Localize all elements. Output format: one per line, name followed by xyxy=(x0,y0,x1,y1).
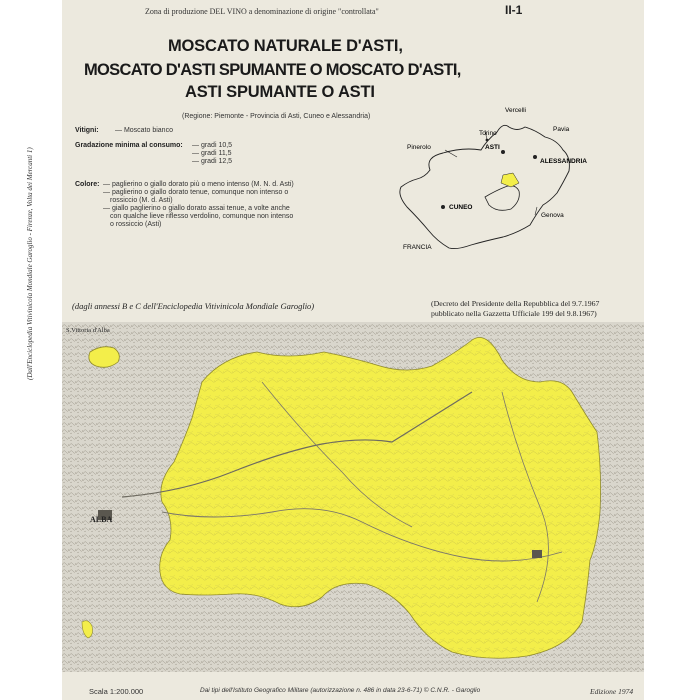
gradazione-label: Gradazione minima al consumo: xyxy=(75,142,183,149)
locator-label-francia: FRANCIA xyxy=(403,244,432,251)
asti-city-marker xyxy=(501,150,505,154)
colore-line-2: — paglierino o giallo dorato tenue, comunque non intenso o xyxy=(103,189,289,196)
town-block xyxy=(532,550,542,558)
place-label-santa-vittoria: S.Vittoria d'Alba xyxy=(66,327,110,334)
locator-map xyxy=(385,95,600,270)
scale-label: Scala 1:200.000 xyxy=(89,687,144,696)
region-subtitle: (Regione: Piemonte - Provincia di Asti, Cuneo e Alessandria) xyxy=(182,113,371,120)
top-note: Zona di produzione DEL VINO a denominazione di origine "controllata" xyxy=(145,7,379,16)
colore-line-5: con qualche lieve riflesso verdolino, comunque non intenso xyxy=(110,213,294,220)
colore-line-4: — giallo paglierino o giallo dorato assai tenue, a volte anche xyxy=(103,205,290,212)
locator-label-torino: Torino xyxy=(479,130,497,137)
vertical-note: (Dall'Enciclopedia Vitivinicola Mondiale Garoglio - Firenze, Volta dei Mercanti 1) xyxy=(26,147,34,380)
torino-city-marker xyxy=(486,139,489,142)
colore-line-1: — paglierino o giallo dorato più o meno intenso (M. N. d. Asti) xyxy=(103,181,294,188)
vitigni-label: Vitigni: xyxy=(75,127,99,134)
production-zone-locator xyxy=(501,173,519,187)
locator-label-asti: ASTI xyxy=(485,144,500,151)
title-line-2: MOSCATO D'ASTI SPUMANTE O MOSCATO D'ASTI, xyxy=(84,61,461,79)
vitigni-value: — Moscato bianco xyxy=(115,127,173,134)
colore-line-3: rossiccio (M. d. Asti) xyxy=(110,197,173,204)
locator-label-pinerolo: Pinerolo xyxy=(407,144,431,151)
gradazione-value-1: — gradi 10,5 xyxy=(192,142,233,149)
cuneo-city-marker xyxy=(441,205,445,209)
locator-label-cuneo: CUNEO xyxy=(449,204,473,211)
place-label-alba: ALBA xyxy=(90,515,113,524)
locator-label-genova: Genova xyxy=(541,212,564,219)
decree-line-1: (Decreto del Presidente della Repubblica del 9.7.1967 xyxy=(431,299,600,308)
decree-line-2: pubblicato nella Gazzetta Ufficiale 199 del 9.8.1967) xyxy=(431,309,597,318)
edition-label: Edizione 1974 xyxy=(590,687,634,696)
colore-label: Colore: xyxy=(75,181,100,188)
title-line-1: MOSCATO NATURALE D'ASTI, xyxy=(168,37,403,55)
title-line-3: ASTI SPUMANTE O ASTI xyxy=(185,83,375,101)
gradazione-value-3: — gradi 12,5 xyxy=(192,158,233,165)
source-note: Dai tipi dell'Istituto Geografico Militare (autorizzazione n. 486 in data 23-6-71) © C.N.R. - Garoglio xyxy=(200,687,481,694)
source-caption: (dagli annessi B e C dell'Enciclopedia Vitivinicola Mondiale Garoglio) xyxy=(72,301,315,311)
topographic-map xyxy=(62,322,644,672)
locator-label-pavia: Pavia xyxy=(553,126,570,133)
production-zone-enclave xyxy=(89,347,119,368)
locator-label-alessandria: ALESSANDRIA xyxy=(540,158,587,165)
gradazione-value-2: — gradi 11,5 xyxy=(192,150,232,157)
province-boundary xyxy=(485,186,519,211)
locator-label-vercelli: Vercelli xyxy=(505,107,526,114)
alessandria-city-marker xyxy=(533,155,537,159)
sheet-code: II-1 xyxy=(505,3,523,17)
colore-line-6: o rossiccio (Asti) xyxy=(110,221,162,228)
